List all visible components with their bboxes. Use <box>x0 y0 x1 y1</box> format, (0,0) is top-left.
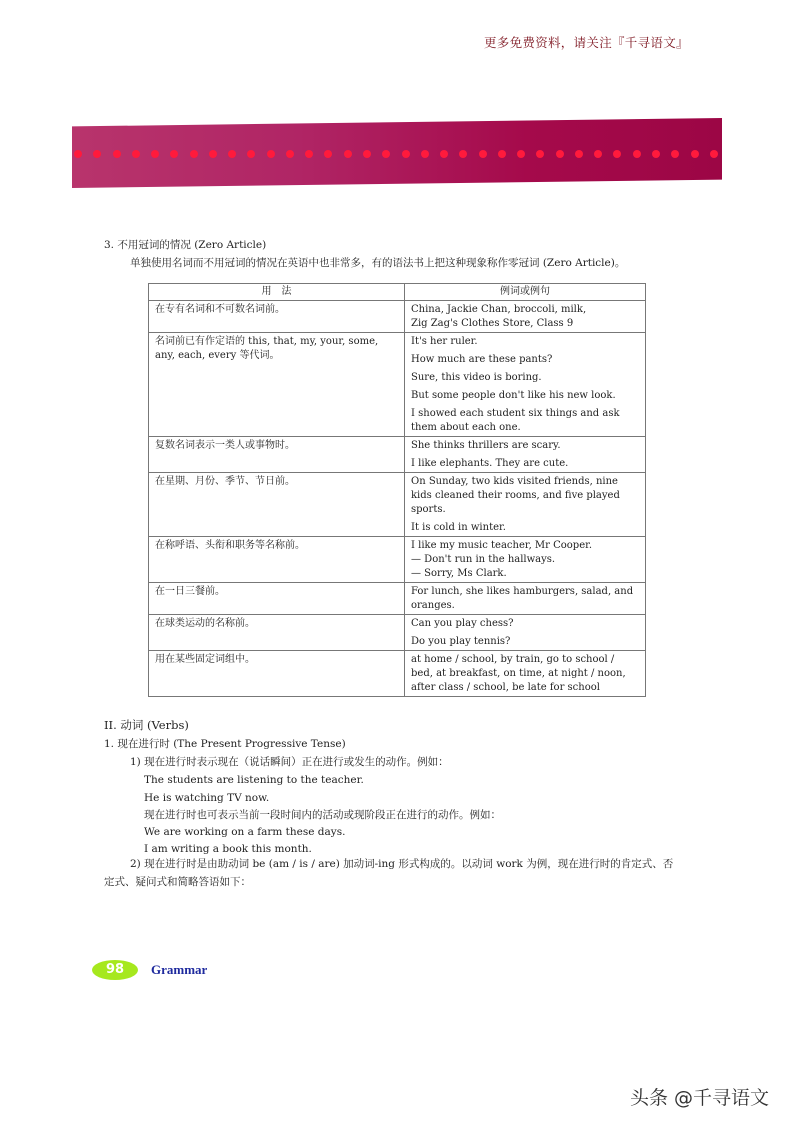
banner-dot <box>382 150 390 158</box>
examples-cell <box>405 537 646 583</box>
point-2-line-1: 2) 现在进行时是由助动词 be (am / is / are) 加动词-ing 形式构成的。以动词 work 为例，现在进行时的肯定式、否 <box>130 858 674 870</box>
table-row <box>149 473 646 537</box>
table-row <box>149 651 646 697</box>
banner-dot <box>93 150 101 158</box>
banner-dot <box>286 150 294 158</box>
banner-dot <box>74 150 82 158</box>
zero-article-table <box>148 283 646 697</box>
example-text: How much are these pants? <box>411 354 553 365</box>
table-row <box>149 333 646 437</box>
example-text: China, Jackie Chan, broccoli, milk, <box>411 304 587 315</box>
section-heading-verbs: II. 动词 (Verbs) <box>104 718 189 732</box>
usage-cell: 名词前已有作定语的 this, that, my, your, some, any, each, every 等代词。 <box>149 333 405 437</box>
section-intro: 单独使用名词而不用冠词的情况在英语中也非常多，有的语法书上把这种现象称作零冠词 (Zero Article)。 <box>130 257 626 269</box>
banner-dot <box>691 150 699 158</box>
banner-dot <box>536 150 544 158</box>
usage-cell: 在专有名词和不可数名词前。 <box>149 301 405 333</box>
column-header-usage: 用 法 <box>149 284 405 301</box>
page-number-badge: 98 <box>92 960 138 980</box>
examples-cell <box>405 473 646 537</box>
example-text: I like elephants. They are cute. <box>411 458 569 469</box>
banner-dots <box>72 150 722 160</box>
banner-dot <box>633 150 641 158</box>
banner-dot <box>209 150 217 158</box>
usage-cell: 在一日三餐前。 <box>149 583 405 615</box>
example-text: — Don't run in the hallways. <box>411 554 556 565</box>
example-text: I showed each student six things and ask them about each one. <box>411 408 620 433</box>
example-text: Can you play chess? <box>411 618 514 629</box>
section-heading-zero-article: 3. 不用冠词的情况 (Zero Article) <box>104 239 267 251</box>
example-sentence: The students are listening to the teacher. <box>144 774 364 786</box>
table-row <box>149 615 646 651</box>
example-text: — Sorry, Ms Clark. <box>411 568 507 579</box>
banner-dot <box>402 150 410 158</box>
table-row <box>149 537 646 583</box>
example-text: She thinks thrillers are scary. <box>411 440 561 451</box>
banner-dot <box>479 150 487 158</box>
usage-cell: 复数名词表示一类人或事物时。 <box>149 437 405 473</box>
banner-dot <box>594 150 602 158</box>
example-text: For lunch, she likes hamburgers, salad, and oranges. <box>411 586 634 611</box>
example-text: at home / school, by train, go to school / bed, at breakfast, on time, at night / noon, after class / school, be late for school <box>411 654 626 693</box>
example-sentence: He is watching TV now. <box>144 792 270 804</box>
banner-dot <box>170 150 178 158</box>
watermark: 头条 @千寻语文 <box>630 1087 770 1109</box>
usage-cell: 用在某些固定词组中。 <box>149 651 405 697</box>
point-1: 1) 现在进行时表示现在（说话瞬间）正在进行或发生的动作。例如： <box>130 756 449 768</box>
banner-dot <box>575 150 583 158</box>
examples-cell <box>405 333 646 437</box>
point-2-line-2: 定式、疑问式和简略答语如下： <box>104 876 251 888</box>
point-1b: 现在进行时也可表示当前一段时间内的活动或现阶段正在进行的动作。例如： <box>144 809 501 821</box>
example-text: Do you play tennis? <box>411 636 511 647</box>
example-text: Sure, this video is boring. <box>411 372 542 383</box>
promo-text: 更多免费资料，请关注『千寻语文』 <box>484 35 689 50</box>
example-text: Zig Zag's Clothes Store, Class 9 <box>411 318 574 329</box>
banner-dot <box>421 150 429 158</box>
banner-dot <box>228 150 236 158</box>
banner-dot <box>151 150 159 158</box>
example-text: But some people don't like his new look. <box>411 390 616 401</box>
table-row <box>149 437 646 473</box>
example-sentence: I am writing a book this month. <box>144 843 312 855</box>
banner-dot <box>459 150 467 158</box>
examples-cell <box>405 437 646 473</box>
banner-dot <box>324 150 332 158</box>
banner-dot <box>267 150 275 158</box>
usage-cell: 在星期、月份、季节、节日前。 <box>149 473 405 537</box>
example-text: It's her ruler. <box>411 336 478 347</box>
examples-cell <box>405 583 646 615</box>
examples-cell <box>405 301 646 333</box>
banner-dot <box>363 150 371 158</box>
banner-dot <box>652 150 660 158</box>
banner-dot <box>556 150 564 158</box>
banner-dot <box>710 150 718 158</box>
banner-dot <box>440 150 448 158</box>
banner-dot <box>247 150 255 158</box>
banner-dot <box>190 150 198 158</box>
banner-dot <box>498 150 506 158</box>
decorative-banner <box>72 118 722 188</box>
subheading-present-progressive: 1. 现在进行时 (The Present Progressive Tense) <box>104 738 346 750</box>
table-row <box>149 583 646 615</box>
banner-dot <box>671 150 679 158</box>
section-label: Grammar <box>151 962 208 977</box>
example-sentence: We are working on a farm these days. <box>144 826 346 838</box>
banner-dot <box>517 150 525 158</box>
banner-dot <box>344 150 352 158</box>
banner-dot <box>113 150 121 158</box>
table-row <box>149 301 646 333</box>
example-text: I like my music teacher, Mr Cooper. <box>411 540 592 551</box>
example-text: It is cold in winter. <box>411 522 506 533</box>
examples-cell <box>405 651 646 697</box>
banner-dot <box>613 150 621 158</box>
example-text: On Sunday, two kids visited friends, nine kids cleaned their rooms, and five played sports. <box>411 476 620 515</box>
examples-cell <box>405 615 646 651</box>
banner-dot <box>305 150 313 158</box>
usage-cell: 在球类运动的名称前。 <box>149 615 405 651</box>
banner-dot <box>132 150 140 158</box>
table-header-row <box>149 284 646 301</box>
column-header-examples: 例词或例句 <box>405 284 646 301</box>
usage-cell: 在称呼语、头衔和职务等名称前。 <box>149 537 405 583</box>
